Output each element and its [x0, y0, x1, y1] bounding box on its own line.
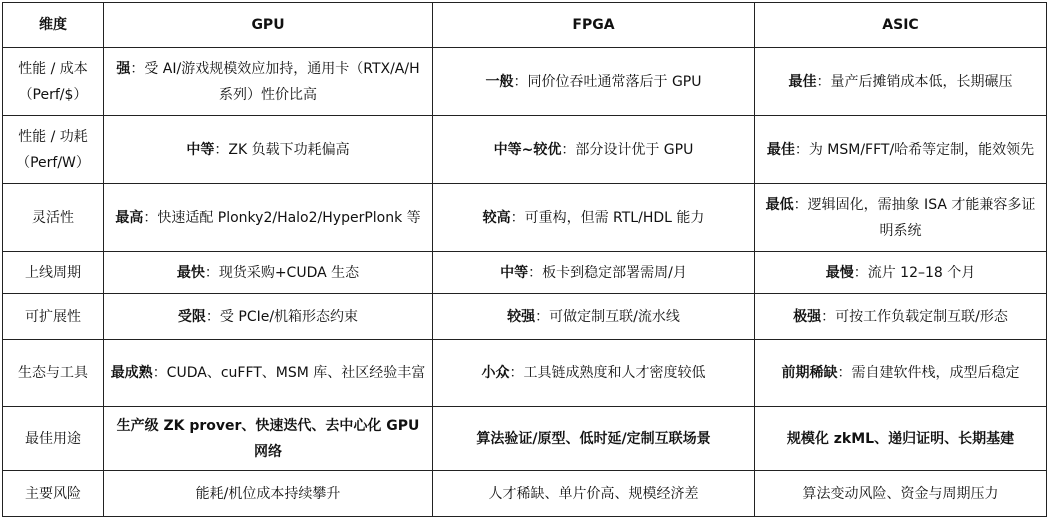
header-asic: ASIC [755, 3, 1047, 48]
table-row [3, 340, 1047, 407]
dimension-cell: 性能 / 成本（Perf/$） [3, 48, 104, 116]
rating-label: 最快 [176, 264, 205, 281]
rating-label: 中等 [500, 264, 529, 281]
rating-detail: ：工具链成熟度和人才密度较低 [509, 365, 706, 381]
asic-cell [755, 294, 1047, 340]
fpga-cell [433, 48, 755, 116]
gpu-cell [104, 184, 433, 252]
rating-label: 强 [116, 60, 131, 77]
rating-detail: 算法变动风险、资金与周期压力 [802, 485, 999, 502]
gpu-cell [104, 48, 433, 116]
gpu-cell [104, 252, 433, 294]
header-fpga: FPGA [433, 3, 755, 48]
rating-label: 受限 [177, 308, 206, 325]
rating-label: 最高 [115, 209, 144, 226]
asic-cell [755, 471, 1047, 517]
rating-label: 极强 [793, 308, 822, 325]
rating-label: 算法验证/原型、低时延/定制互联场景 [476, 430, 711, 447]
dimension-cell: 最佳用途 [3, 407, 104, 471]
table-row [3, 471, 1047, 517]
gpu-cell [104, 471, 433, 517]
table-row [3, 184, 1047, 252]
rating-detail: ：现货采购+CUDA 生态 [204, 264, 360, 281]
rating-label: 最佳 [766, 141, 795, 158]
rating-detail: 能耗/机位成本持续攀升 [195, 485, 341, 502]
asic-cell [755, 407, 1047, 471]
comparison-table [2, 2, 1047, 517]
rating-label: 较强 [507, 308, 536, 325]
table-row [3, 48, 1047, 116]
table-row [3, 407, 1047, 471]
fpga-cell [433, 294, 755, 340]
fpga-cell [433, 252, 755, 294]
asic-cell [755, 116, 1047, 184]
asic-cell [755, 48, 1047, 116]
fpga-cell [433, 116, 755, 184]
rating-detail: ：快速适配 Plonky2/Halo2/HyperPlonk 等 [143, 209, 421, 226]
rating-label: 中等~较优 [493, 141, 562, 158]
asic-cell [755, 252, 1047, 294]
rating-detail: ：量产后摊销成本低，长期碾压 [816, 73, 1013, 90]
rating-detail: ：同价位吞吐通常落后于 GPU [513, 73, 702, 90]
rating-label: 最低 [765, 196, 794, 213]
dimension-cell: 主要风险 [3, 471, 104, 517]
gpu-cell [104, 340, 433, 407]
dimension-cell: 灵活性 [3, 184, 104, 252]
rating-label: 前期稀缺 [781, 365, 838, 381]
rating-label: 最佳 [788, 73, 817, 90]
rating-detail: ：可按工作负载定制互联/形态 [821, 308, 1008, 325]
table-row [3, 294, 1047, 340]
rating-detail: ：逻辑固化，需抽象 ISA 才能兼容多证明系统 [793, 196, 1036, 239]
gpu-cell [104, 116, 433, 184]
fpga-cell [433, 407, 755, 471]
asic-cell [755, 184, 1047, 252]
rating-detail: ：为 MSM/FFT/哈希等定制，能效领先 [794, 141, 1035, 158]
rating-detail: ：部分设计优于 GPU [561, 141, 694, 158]
rating-detail: ：可做定制互联/流水线 [535, 308, 680, 325]
rating-detail: ：可重构，但需 RTL/HDL 能力 [510, 209, 705, 226]
header-dimension: 维度 [3, 3, 104, 48]
table-row [3, 252, 1047, 294]
rating-label: 小众 [481, 365, 510, 381]
rating-label: 规模化 zkML、递归证明、长期基建 [786, 430, 1015, 447]
rating-detail: ：板卡到稳定部署需周/月 [528, 264, 687, 281]
rating-label: 一般 [485, 73, 514, 90]
fpga-cell [433, 340, 755, 407]
header-gpu: GPU [104, 3, 433, 48]
fpga-cell [433, 184, 755, 252]
rating-detail: ：受 AI/游戏规模效应加持，通用卡（RTX/A/H 系列）性价比高 [130, 60, 420, 103]
asic-cell [755, 340, 1047, 407]
rating-detail: 人才稀缺、单片价高、规模经济差 [488, 485, 699, 502]
dimension-cell: 上线周期 [3, 252, 104, 294]
rating-label: 最成熟 [110, 365, 153, 381]
rating-label: 最慢 [825, 264, 854, 281]
header-row [3, 3, 1047, 48]
gpu-cell [104, 294, 433, 340]
gpu-cell [104, 407, 433, 471]
rating-detail: ：流片 12–18 个月 [853, 264, 976, 281]
rating-detail: ：CUDA、cuFFT、MSM 库、社区经验丰富 [152, 365, 426, 381]
dimension-cell: 性能 / 功耗（Perf/W） [3, 116, 104, 184]
rating-detail: ：需自建软件栈，成型后稳定 [837, 365, 1020, 381]
table-row [3, 116, 1047, 184]
rating-label: 生产级 ZK prover、快速迭代、去中心化 GPU 网络 [116, 417, 420, 460]
rating-detail: ：ZK 负载下功耗偏高 [214, 141, 350, 158]
rating-detail: ：受 PCIe/机箱形态约束 [205, 308, 359, 325]
rating-label: 中等 [186, 141, 215, 158]
dimension-cell: 生态与工具 [3, 340, 104, 407]
dimension-cell: 可扩展性 [3, 294, 104, 340]
fpga-cell [433, 471, 755, 517]
rating-label: 较高 [482, 209, 511, 226]
